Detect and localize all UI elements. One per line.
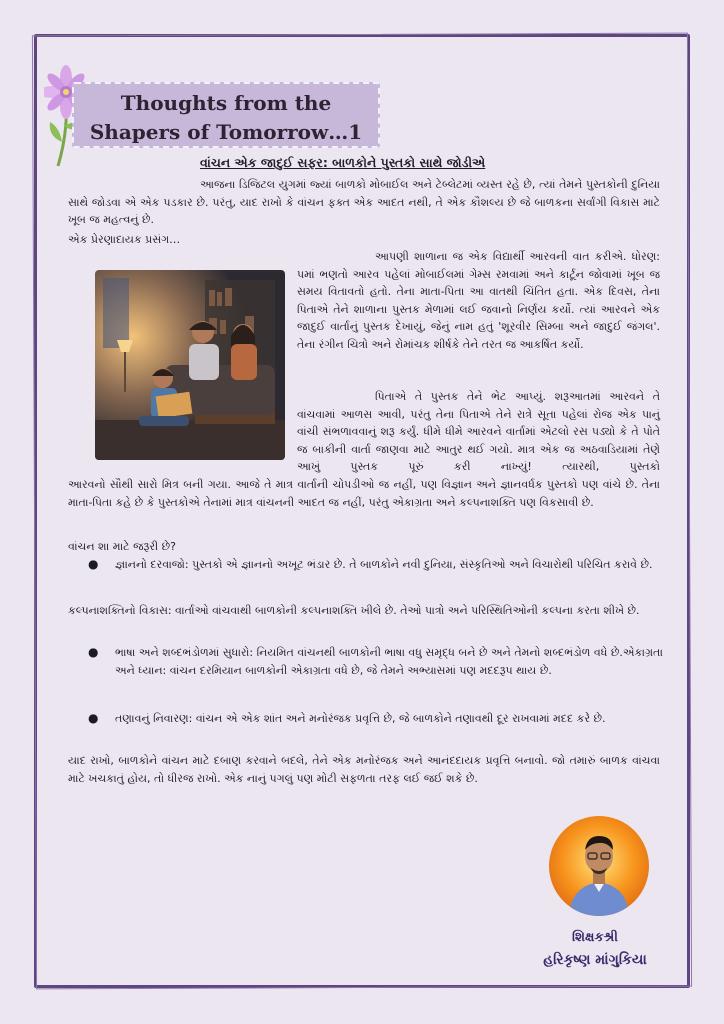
title-banner — [72, 82, 380, 148]
story-paragraph-2a: પિતાએ તે પુસ્તક તેને ભેટ આપ્યું. શરૂઆતમાં આરવને તે વાંચવામાં આળસ આવી, પરંતુ તેના પિતાએ તેને રાત્રે સૂતા પહેલાં રોજ એક પાનું વાંચી સંભળાવવાનું શરૂ કર્યું. ધીમે ધીમે આરવને વાર્તામાં એટલો રસ પડ્યો કે તે પોતે જ બાકીની વાર્તા જાણવા માટે આતુર થઈ ગયો. માત્ર એક જ અઠવાડિયામાં તેણે આખું પુસ્તક પૂરું કરી નાખ્યું! ત્યારથી, પુસ્તકો — [297, 390, 660, 474]
bullet-text: ભાષા અને શબ્દભંડોળમાં સુધારો: નિયમિત વાંચનથી બાળકોની ભાષા વધુ સમૃદ્ધ બને છે અને તેમનો શબ્દભંડોળ વધે છે.એકાગ્રતા અને ધ્યાન: વાંચન દરમિયાન બાળકોની એકાગ્રતા વધે છે, જે તેમને અભ્યાસમાં પણ મદદરૂપ થાય છે. — [115, 646, 663, 677]
family-reading-illustration — [95, 270, 285, 460]
bullet-dot: ● — [88, 557, 99, 571]
story-paragraph-2b: આરવનો સૌથી સારો મિત્ર બની ગયા. આજે તે માત્ર વાર્તાની ચોપડીઓ જ નહીં, પણ વિજ્ઞાન અને જ્ઞાનવર્ધક પુસ્તકો પણ વાંચે છે. તેના માતા-પિતા કહે છે કે પુસ્તકોએ તેનામાં માત્ર વાંચનની આદત જ નહીં, પરંતુ એકાગ્રતા અને કલ્પનાશક્તિ પણ વિકસાવી છે. — [68, 478, 660, 509]
bullet-text: તણાવનું નિવારણ: વાંચન એ એક શાંત અને મનોરંજક પ્રવૃત્તિ છે, જે બાળકોને તણાવથી દૂર રાખવામાં મદદ કરે છે. — [115, 712, 606, 725]
bullet-dot: ● — [88, 645, 99, 659]
story-paragraph-1: આપણી શાળાના જ એક વિદ્યાર્થી આરવની વાત કરીએ. ધોરણ: પમાં ભણતો આરવ પહેલાં મોબાઈલમાં ગેમ્સ રમવામાં અને કાર્ટૂન જોવામાં ખૂબ જ સમય વિતાવતો હતો. તેના માતા-પિતા આ વાતથી ચિંતિત હતા. એક દિવસ, તેના પિતાએ તેને શાળાના પુસ્તક મેળામાં લઈ જવાનો નિર્ણય કર્યો. ત્યાં આરવને એક જાદુઈ વાર્તાનું પુસ્તક દેખાયું, જેનું નામ હતું 'શૂરવીર સિમ્બા અને જાદુઈ જંગલ'. તેના રંગીન ચિત્રો અને રોમાંચક શીર્ષકે તેને તરત જ આકર્ષિત કર્યો. — [297, 250, 660, 351]
bullet-stress — [88, 710, 663, 728]
title-line-1: Thoughts from the — [120, 91, 332, 115]
imagination-paragraph: કલ્પનાશક્તિનો વિકાસ: વાર્તાઓ વાંચવાથી બાળકોની કલ્પનાશક્તિ ખીલે છે. તેઓ પાત્રો અને પરિસ્થિતિઓની કલ્પના કરતા શીખે છે. — [68, 604, 640, 617]
article-heading: વાંચન એક જાદુઈ સફર: બાળકોને પુસ્તકો સાથે જોડીએ — [200, 155, 486, 170]
story-prompt: એક પ્રેરણાદાયક પ્રસંગ… — [68, 233, 181, 246]
closing-paragraph: યાદ રાખો, બાળકોને વાંચન માટે દબાણ કરવાને બદલે, તેને એક મનોરંજક અને આનંદદાયક પ્રવૃત્તિ બનાવો. જો તમારું બાળક વાંચવા માટે ખચકાતું હોય, તો ધીરજ રાખો. એક નાનું પગલું પણ મોટી સફળતા તરફ લઈ જઈ શકે છે. — [68, 754, 660, 785]
why-heading: વાંચન શા માટે જરૂરી છે? — [68, 540, 177, 553]
bullet-text: જ્ઞાનનો દરવાજો: પુસ્તકો એ જ્ઞાનનો અખૂટ ભંડાર છે. તે બાળકોને નવી દુનિયા, સંસ્કૃતિઓ અને વિચારોથી પરિચિત કરાવે છે. — [115, 558, 653, 571]
bullet-language — [88, 644, 663, 679]
bullet-dot: ● — [88, 711, 99, 725]
author-name: હરિકૃષ્ણ માંગુકિયા — [543, 952, 647, 968]
intro-paragraph: આજના ડિજિટલ યુગમાં જ્યાં બાળકો મોબાઈલ અને ટેબ્લેટમાં વ્યસ્ત રહે છે, ત્યાં તેમને પુસ્તકોની દુનિયા સાથે જોડવા એ એક પડકાર છે. પરંતુ, યાદ રાખો કે વાંચન ફક્ત એક આદત નથી, તે એક કૌશલ્ય છે જે બાળકના સર્વાંગી વિકાસ માટે ખૂબ જ મહત્વનું છે. — [68, 178, 660, 227]
bullet-knowledge — [88, 556, 663, 574]
title-line-2: Shapers of Tomorrow…1 — [89, 120, 363, 144]
author-avatar — [549, 816, 649, 916]
author-role: શિક્ષકશ્રી — [572, 930, 618, 945]
